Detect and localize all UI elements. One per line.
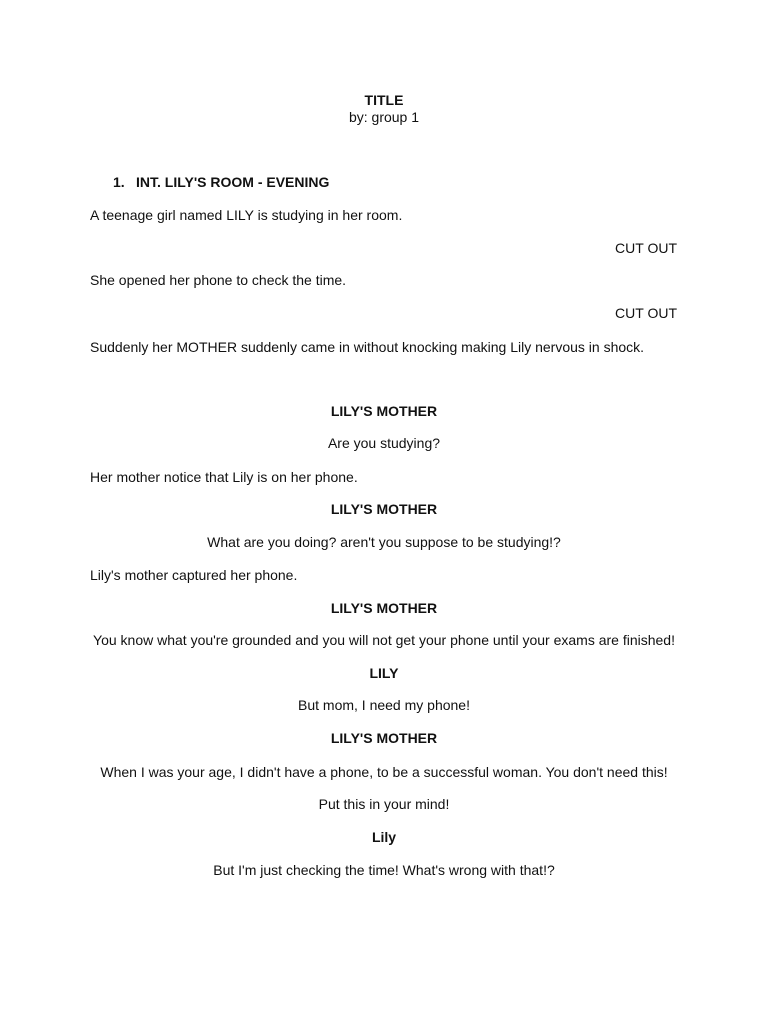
character-name: LILY'S MOTHER xyxy=(330,730,438,746)
action-line: She opened her phone to check the time. xyxy=(90,272,347,288)
dialogue-line: What are you doing? aren't you suppose to be studying!? xyxy=(207,534,561,550)
script-byline: by: group 1 xyxy=(348,109,420,125)
action-line: Her mother notice that Lily is on her phone. xyxy=(90,469,358,485)
dialogue-line: You know what you're grounded and you will not get your phone until your exams are finished! xyxy=(93,632,675,648)
dialogue-line: Put this in your mind! xyxy=(318,796,450,812)
character-name: LILY'S MOTHER xyxy=(330,403,438,419)
action-line: Suddenly her MOTHER suddenly came in without knocking making Lily nervous in shock. xyxy=(90,339,645,355)
action-line: Lily's mother captured her phone. xyxy=(90,567,298,583)
character-name: LILY'S MOTHER xyxy=(330,501,438,517)
character-name: Lily xyxy=(371,829,397,845)
character-name: LILY'S MOTHER xyxy=(330,600,438,616)
dialogue-line: Are you studying? xyxy=(327,435,441,451)
dialogue-line: When I was your age, I didn't have a phone, to be a successful woman. You don't need this! xyxy=(100,764,668,780)
transition-line: CUT OUT xyxy=(615,240,677,256)
scene-heading-text: INT. LILY'S ROOM - EVENING xyxy=(136,174,330,190)
dialogue-line: But mom, I need my phone! xyxy=(298,697,470,713)
action-line: A teenage girl named LILY is studying in her room. xyxy=(90,207,403,223)
character-name: LILY xyxy=(369,665,399,681)
transition-line: CUT OUT xyxy=(615,305,677,321)
script-title: TITLE xyxy=(364,92,404,108)
dialogue-line: But I'm just checking the time! What's wrong with that!? xyxy=(213,862,555,878)
scene-number: 1. xyxy=(113,174,125,190)
